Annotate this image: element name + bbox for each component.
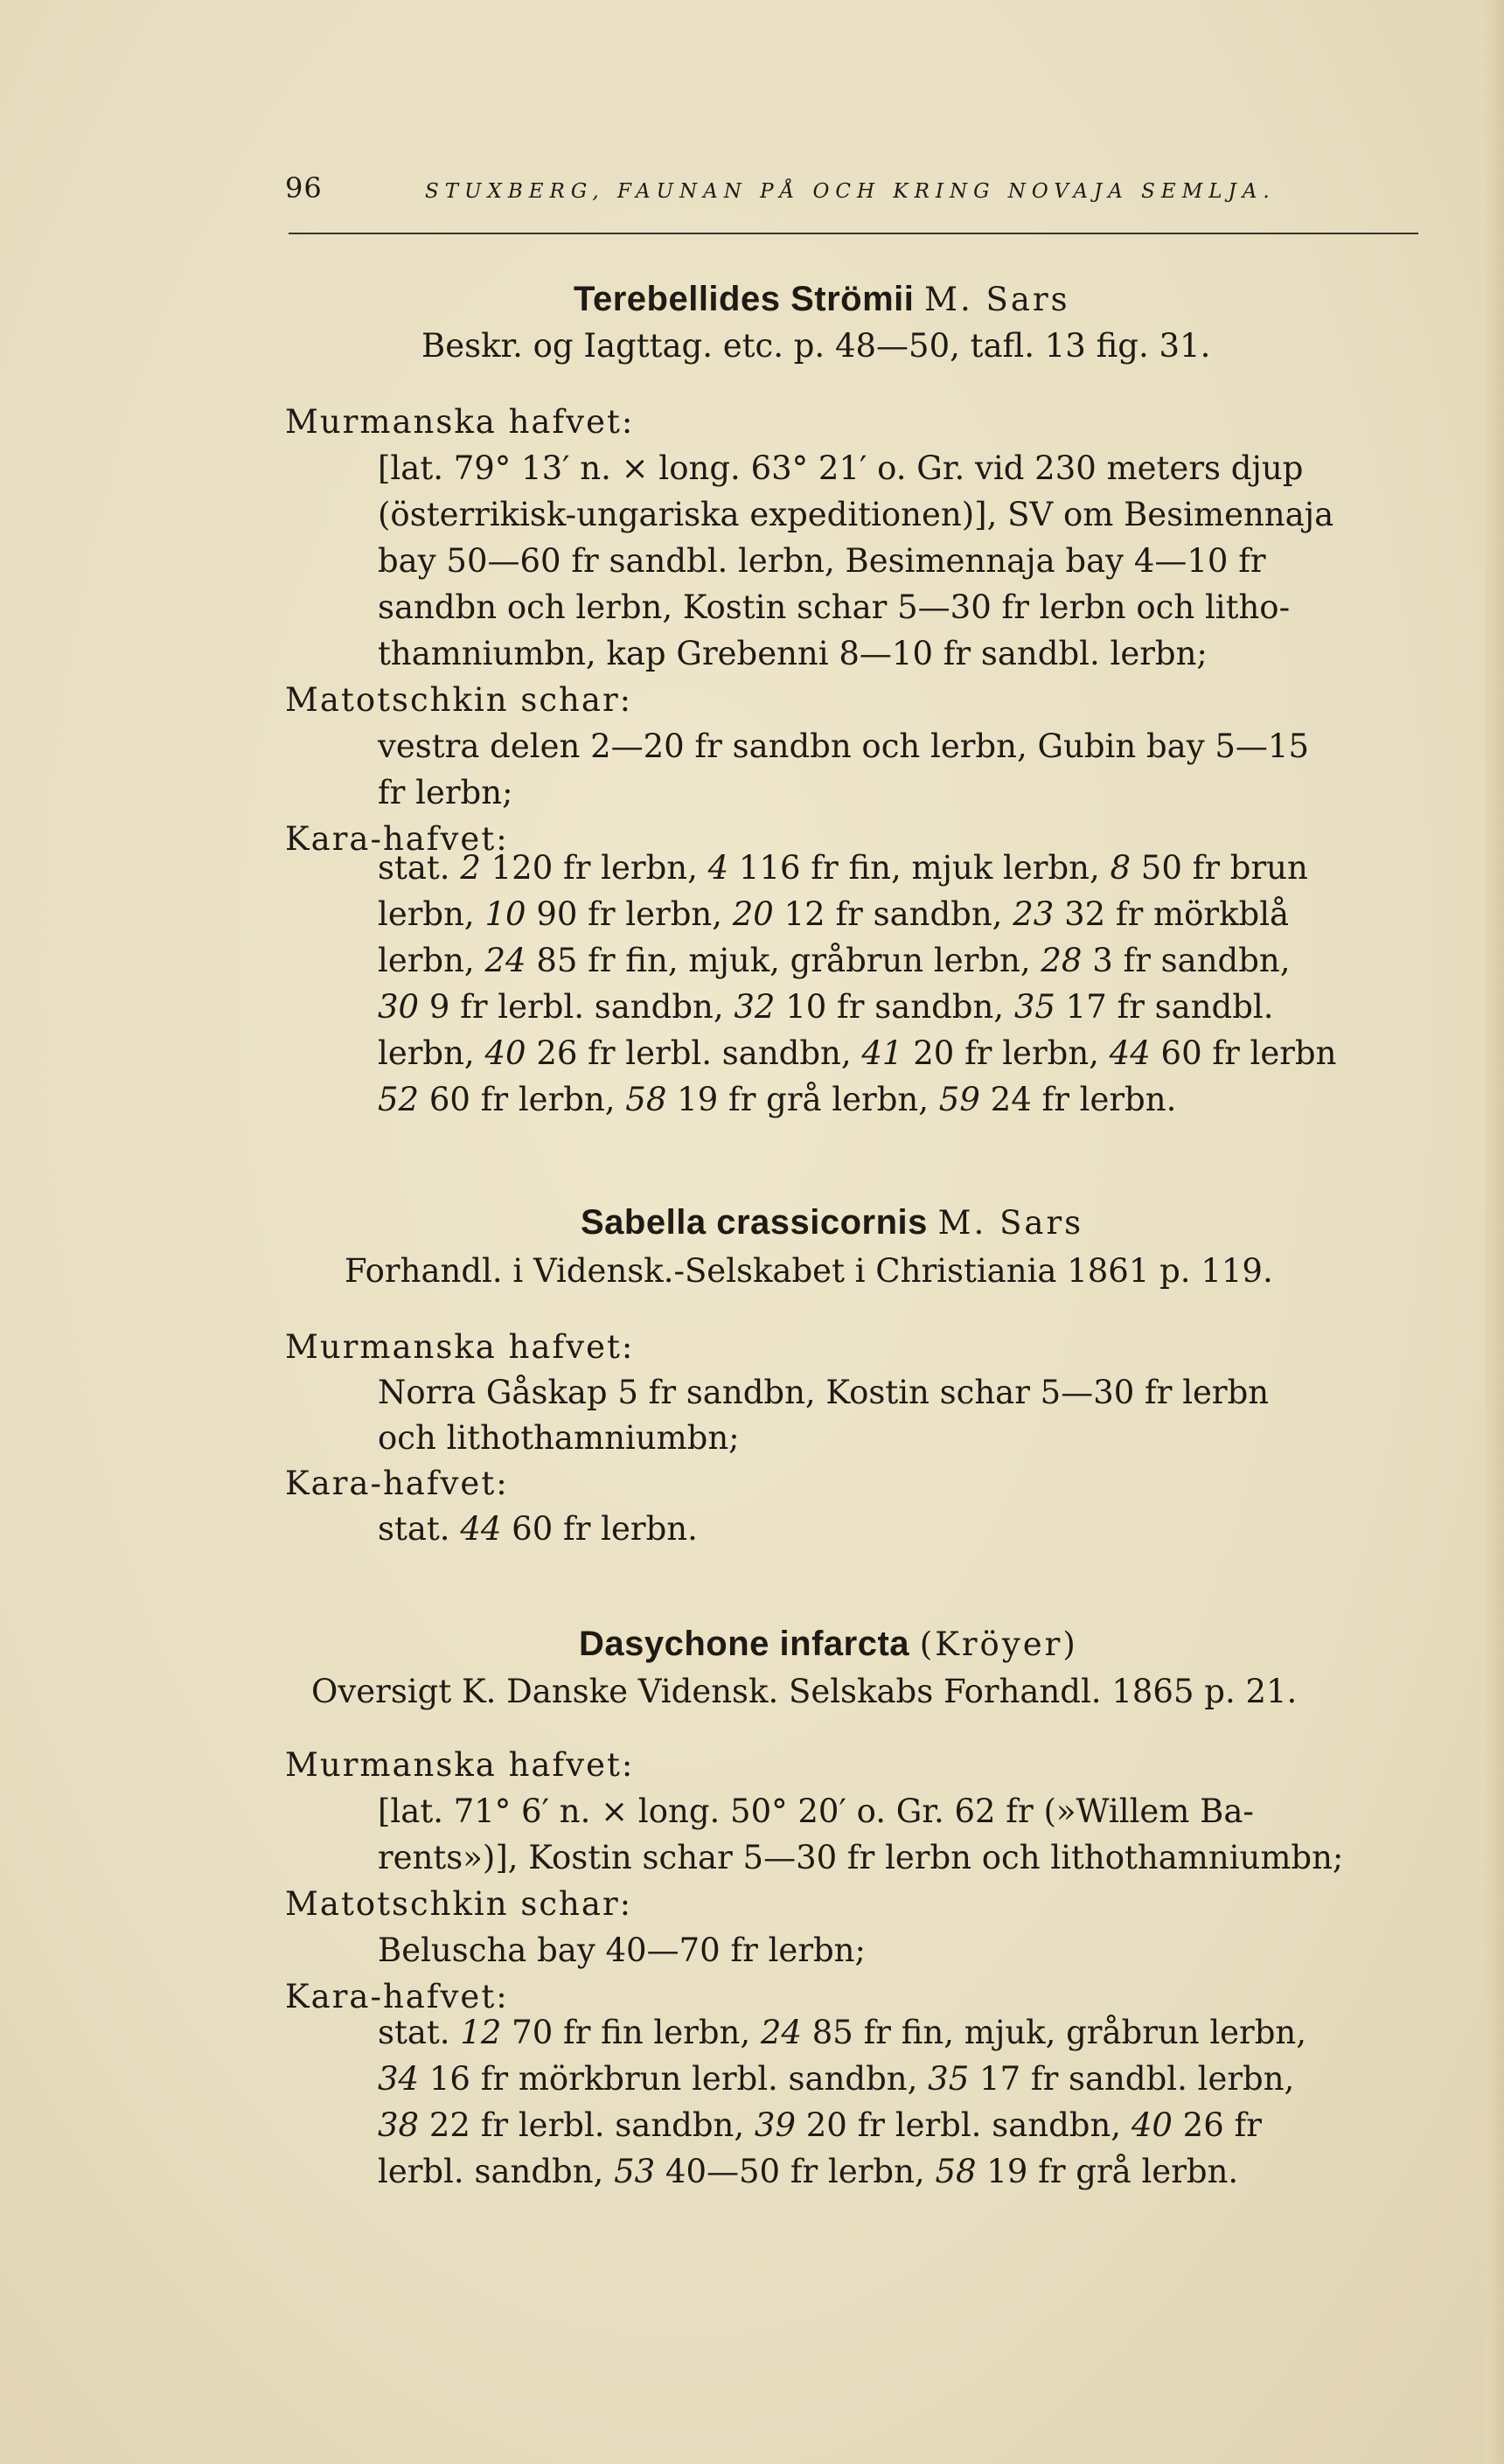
station-line	[378, 845, 1308, 891]
station-number: 2	[460, 849, 481, 887]
station-number: 35	[928, 2060, 970, 2098]
station-text: 40—50 fr lerbn,	[655, 2153, 936, 2190]
station-line	[378, 2102, 1262, 2148]
region-label: Murmanska hafvet:	[285, 1746, 635, 1784]
station-text: 26 fr lerbl. sandbn,	[526, 1034, 862, 1072]
locality-line: Beluscha bay 40—70 fr lerbn;	[378, 1932, 866, 1969]
species-author: (Kröyer)	[919, 1625, 1078, 1663]
region-label: Matotschkin schar:	[285, 681, 633, 719]
station-text: 22 fr lerbl. sandbn,	[419, 2106, 755, 2144]
station-text: 32 fr mörkblå	[1054, 895, 1290, 933]
station-text: 20 fr lerbl. sandbn,	[796, 2106, 1131, 2144]
station-text: 26 fr	[1172, 2106, 1262, 2144]
station-number: 52	[378, 1081, 420, 1118]
station-line	[378, 1076, 1176, 1123]
header-rule	[289, 233, 1418, 234]
region-label: Kara-hafvet:	[285, 1978, 509, 2015]
station-number: 30	[378, 988, 420, 1026]
page-header	[285, 171, 1418, 224]
station-text: 116 fr fin, mjuk lerbn,	[728, 849, 1111, 887]
species-author: M. Sars	[937, 1204, 1084, 1242]
station-line	[378, 984, 1274, 1030]
station-text: stat.	[378, 849, 461, 887]
station-number: 39	[754, 2106, 796, 2144]
station-text: 60 fr lerbn,	[419, 1081, 626, 1118]
species-heading	[579, 1621, 1078, 1667]
station-number: 12	[460, 2014, 502, 2051]
station-line	[378, 2148, 1238, 2195]
species-reference: Beskr. og Iagttag. etc. p. 48—50, tafl. 13 fig. 31.	[421, 327, 1211, 365]
station-text: 12 fr sandbn,	[773, 895, 1013, 933]
species-title: Dasychone infarcta	[579, 1625, 910, 1663]
station-line	[378, 937, 1291, 984]
station-number: 23	[1013, 895, 1055, 933]
station-text: 70 fr fin lerbn,	[501, 2014, 761, 2051]
station-text: lerbn,	[378, 1034, 485, 1072]
station-number: 44	[1109, 1034, 1151, 1072]
locality-line: vestra delen 2—20 fr sandbn och lerbn, Gubin bay 5—15	[378, 727, 1309, 765]
locality-line: (österrikisk-ungariska expeditionen)], SV om Besimennaja	[378, 496, 1334, 533]
region-label: Kara-hafvet:	[285, 1465, 509, 1502]
station-number: 8	[1110, 849, 1131, 887]
locality-line: fr lerbn;	[378, 774, 513, 811]
station-text: 60 fr lerbn.	[501, 1510, 698, 1548]
locality-line: bay 50—60 fr sandbl. lerbn, Besimennaja bay 4—10 fr	[378, 542, 1266, 580]
station-number: 32	[734, 988, 776, 1026]
station-number: 40	[484, 1034, 526, 1072]
station-number: 58	[625, 1081, 667, 1118]
locality-line: thamniumbn, kap Grebenni 8—10 fr sandbl. lerbn;	[378, 635, 1208, 672]
station-number: 4	[707, 849, 729, 887]
species-reference: Forhandl. i Vidensk.-Selskabet i Christiania 1861 p. 119.	[345, 1252, 1273, 1290]
station-text: 16 fr mörkbrun lerbl. sandbn,	[419, 2060, 929, 2098]
page-number: 96	[285, 171, 323, 205]
station-text: lerbl. sandbn,	[378, 2153, 615, 2190]
species-title: Sabella crassicornis	[581, 1203, 928, 1242]
station-text: 60 fr lerbn	[1150, 1034, 1337, 1072]
station-text: 9 fr lerbl. sandbn,	[419, 988, 735, 1026]
station-number: 59	[938, 1081, 980, 1118]
station-number: 34	[378, 2060, 420, 2098]
region-label: Murmanska hafvet:	[285, 1328, 635, 1366]
station-number: 44	[460, 1510, 502, 1548]
station-text: 120 fr lerbn,	[480, 849, 708, 887]
species-reference: Oversigt K. Danske Vidensk. Selskabs Forhandl. 1865 p. 21.	[311, 1673, 1298, 1710]
station-number: 35	[1013, 988, 1055, 1026]
station-number: 38	[378, 2106, 420, 2144]
station-number: 53	[614, 2153, 656, 2190]
locality-line: och lithothamniumbn;	[378, 1419, 740, 1457]
locality-line: [lat. 79° 13′ n. × long. 63° 21′ o. Gr. vid 230 meters djup	[378, 449, 1304, 487]
station-text: 3 fr sandbn,	[1082, 942, 1291, 979]
page-edge	[1485, 0, 1504, 2464]
station-text: 17 fr sandbl.	[1055, 988, 1274, 1026]
station-text: 90 fr lerbn,	[526, 895, 733, 933]
station-number: 28	[1041, 942, 1083, 979]
species-heading	[574, 276, 1070, 323]
station-number: 20	[732, 895, 774, 933]
locality-line: rents»)], Kostin schar 5—30 fr lerbn och lithothamniumbn;	[378, 1839, 1344, 1876]
station-text: lerbn,	[378, 942, 485, 979]
station-line	[378, 2009, 1306, 2056]
station-number: 24	[760, 2014, 802, 2051]
locality-line: [lat. 71° 6′ n. × long. 50° 20′ o. Gr. 62 fr (»Willem Ba-	[378, 1792, 1254, 1830]
station-line	[378, 1030, 1336, 1076]
running-title: STUXBERG, FAUNAN PÅ OCH KRING NOVAJA SEMLJA.	[425, 180, 1276, 203]
region-label: Kara-hafvet:	[285, 820, 509, 858]
station-number: 40	[1131, 2106, 1173, 2144]
station-text: stat.	[378, 1510, 461, 1548]
station-line	[378, 2056, 1294, 2102]
station-text: lerbn,	[378, 895, 485, 933]
station-number: 58	[935, 2153, 977, 2190]
species-title: Terebellides Strömii	[574, 280, 915, 318]
station-number: 10	[484, 895, 526, 933]
locality-line: sandbn och lerbn, Kostin schar 5—30 fr lerbn och litho-	[378, 588, 1291, 626]
station-text: 50 fr brun	[1131, 849, 1308, 887]
region-label: Murmanska hafvet:	[285, 403, 635, 441]
species-author: M. Sars	[924, 281, 1070, 318]
region-label: Matotschkin schar:	[285, 1885, 633, 1923]
station-line	[378, 891, 1289, 937]
station-text: 20 fr lerbn,	[902, 1034, 1110, 1072]
station-number: 41	[861, 1034, 903, 1072]
species-heading	[581, 1200, 1083, 1246]
station-text: 10 fr sandbn,	[775, 988, 1014, 1026]
station-line	[378, 1506, 698, 1552]
station-text: 19 fr grå lerbn.	[976, 2153, 1239, 2190]
station-text: 17 fr sandbl. lerbn,	[969, 2060, 1295, 2098]
locality-line: Norra Gåskap 5 fr sandbn, Kostin schar 5—30 fr lerbn	[378, 1374, 1270, 1411]
station-text: 85 fr fin, mjuk, gråbrun lerbn,	[801, 2014, 1307, 2051]
station-number: 24	[484, 942, 526, 979]
station-text: 19 fr grå lerbn,	[666, 1081, 939, 1118]
station-text: 24 fr lerbn.	[979, 1081, 1177, 1118]
station-text: 85 fr fin, mjuk, gråbrun lerbn,	[526, 942, 1041, 979]
station-text: stat.	[378, 2014, 461, 2051]
